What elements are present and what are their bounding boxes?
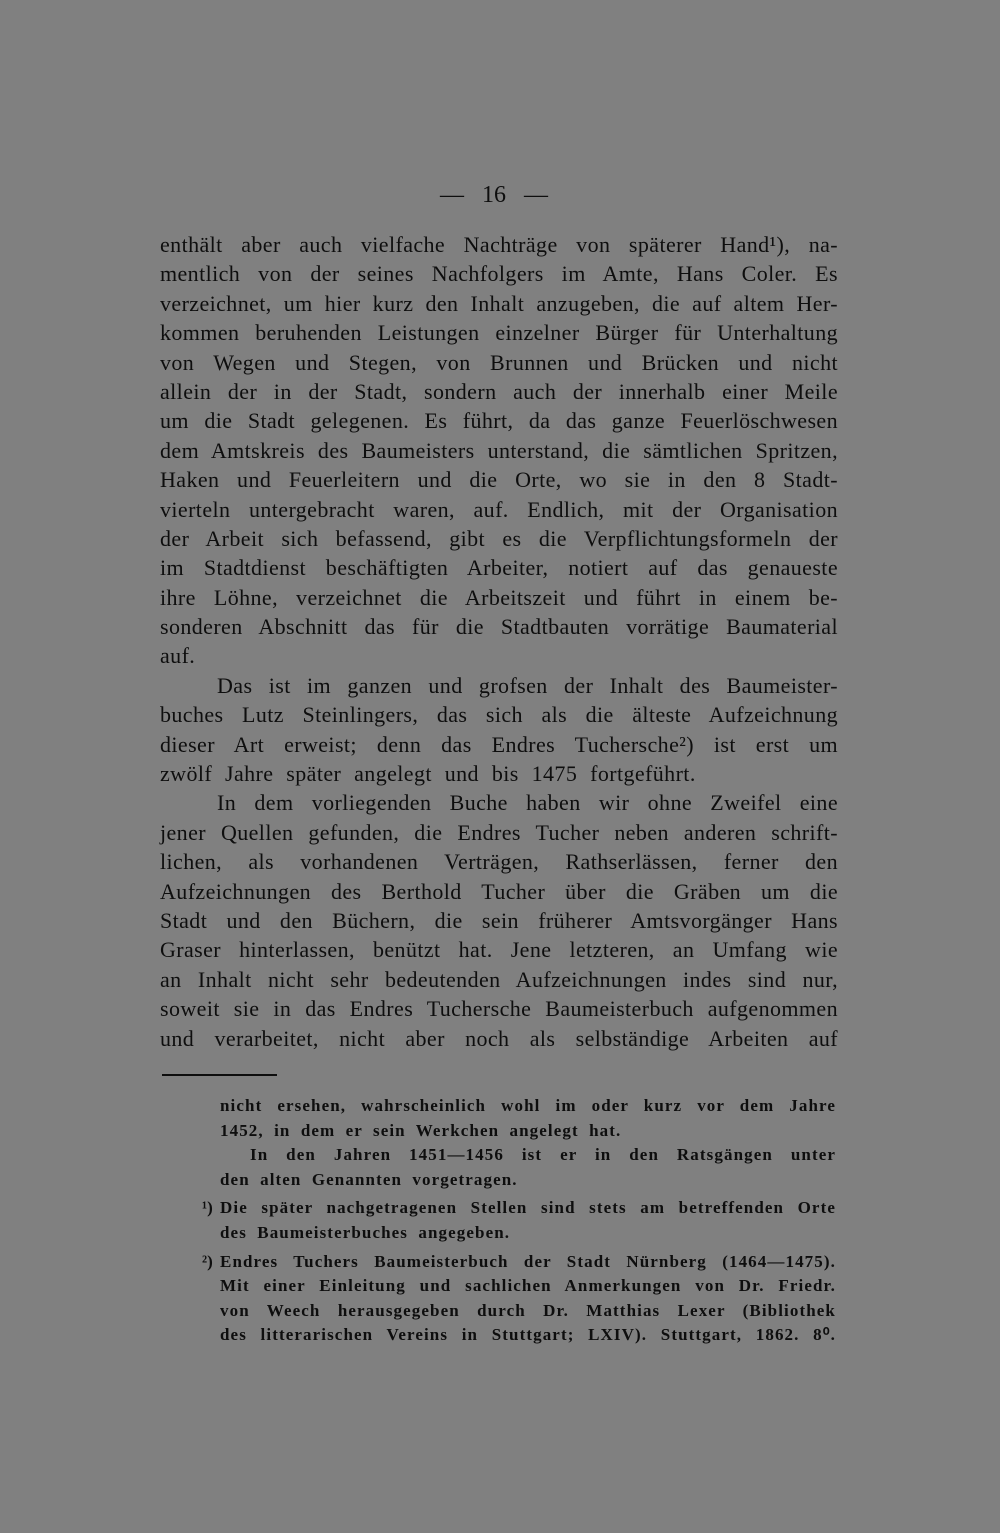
footnote-line: Mit einer Einleitung und sachlichen Anmerkungen von Dr. Friedr.	[220, 1276, 836, 1296]
footnote-line: des Baumeisterbuches angegeben.	[220, 1222, 511, 1242]
text-line: vierteln untergebracht waren, auf. Endlich, mit der Organisation	[160, 496, 838, 522]
text-line: an Inhalt nicht sehr bedeutenden Aufzeichnungen indes sind nur,	[160, 966, 838, 992]
text-line: von Wegen und Stegen, von Brunnen und Brücken und nicht	[160, 349, 838, 375]
footnote-line: des litterarischen Vereins in Stuttgart; LXIV). Stuttgart, 1862. 8⁰.	[220, 1325, 836, 1345]
text-line: Graser hinterlassen, benützt hat. Jene letzteren, an Umfang wie	[160, 937, 838, 963]
text-line: allein der in der Stadt, sondern auch der innerhalb einer Meile	[160, 378, 838, 404]
footnote-marker: ²)	[202, 1251, 213, 1271]
text-line: enthält aber auch vielfache Nachträge von späterer Hand¹), na-	[160, 232, 838, 257]
text-line: und verarbeitet, nicht aber noch als selbständige Arbeiten auf	[160, 1025, 838, 1051]
body-text	[160, 230, 838, 1053]
text-line: Aufzeichnungen des Berthold Tucher über die Gräben um die	[160, 878, 838, 904]
text-line: dem Amtskreis des Baumeisters unterstand, die sämtlichen Spritzen,	[160, 437, 838, 463]
text-line: sonderen Abschnitt das für die Stadtbauten vorrätige Baumaterial	[160, 614, 838, 640]
text-line: im Stadtdienst beschäftigten Arbeiter, notiert auf das genaueste	[160, 555, 838, 581]
footnote-line: Endres Tuchers Baumeisterbuch der Stadt Nürnberg (1464—1475).	[220, 1251, 836, 1271]
text-line: dieser Art erweist; denn das Endres Tuchersche²) ist erst um	[160, 731, 838, 757]
text-line: soweit sie in das Endres Tuchersche Baumeisterbuch aufgenommen	[160, 996, 838, 1022]
footnote-continued	[220, 1094, 836, 1192]
footnotes	[202, 1094, 836, 1348]
footnote-paragraph	[220, 1094, 836, 1143]
footnote-2	[202, 1250, 836, 1348]
text-line: verzeichnet, um hier kurz den Inhalt anzugeben, die auf altem Her-	[160, 290, 838, 316]
text-line: buches Lutz Steinlingers, das sich als die älteste Aufzeichnung	[160, 702, 838, 728]
footnote-line: den alten Genannten vorgetragen.	[220, 1169, 518, 1189]
text-line: Stadt und den Büchern, die sein früherer Amtsvorgänger Hans	[160, 907, 838, 933]
footnote-line: 1452, in dem er sein Werkchen angelegt hat.	[220, 1120, 622, 1140]
text-line: Haken und Feuerleitern und die Orte, wo sie in den 8 Stadt-	[160, 467, 838, 493]
paragraph	[160, 671, 838, 789]
text-line: zwölf Jahre später angelegt und bis 1475 fortgeführt.	[160, 761, 696, 787]
footnote-line: In den Jahren 1451—1456 ist er in den Ratsgängen unter	[250, 1145, 836, 1165]
text-line: der Arbeit sich befassend, gibt es die Verpflichtungsformeln der	[160, 525, 838, 551]
paragraph	[160, 788, 838, 1053]
page-number: — 16 —	[440, 182, 548, 208]
paragraph	[160, 230, 838, 671]
footnote-line: nicht ersehen, wahrscheinlich wohl im oder kurz vor dem Jahre	[220, 1096, 836, 1115]
text-line: In dem vorliegenden Buche haben wir ohne Zweifel eine	[217, 790, 838, 816]
footnote-line: Die später nachgetragenen Stellen sind stets am betreffenden Orte	[220, 1198, 836, 1218]
text-line: auf.	[160, 643, 196, 669]
footnote-paragraph	[220, 1143, 836, 1192]
footnote-marker: ¹)	[202, 1198, 213, 1218]
footnote-line: von Weech herausgegeben durch Dr. Matthias Lexer (Bibliothek	[220, 1300, 836, 1320]
text-line: jener Quellen gefunden, die Endres Tucher neben anderen schrift-	[160, 819, 838, 845]
footnote-separator	[162, 1074, 277, 1076]
text-line: mentlich von der seines Nachfolgers im Amte, Hans Coler. Es	[160, 261, 838, 287]
text-line: Das ist im ganzen und grofsen der Inhalt des Baumeister-	[217, 672, 838, 698]
text-line: um die Stadt gelegenen. Es führt, da das ganze Feuerlöschwesen	[160, 408, 838, 434]
text-line: kommen beruhenden Leistungen einzelner Bürger für Unterhaltung	[160, 320, 838, 346]
text-line: lichen, als vorhandenen Verträgen, Rathserlässen, ferner den	[160, 849, 838, 875]
text-line: ihre Löhne, verzeichnet die Arbeitszeit und führt in einem be-	[160, 584, 838, 610]
footnote-1	[202, 1196, 836, 1245]
